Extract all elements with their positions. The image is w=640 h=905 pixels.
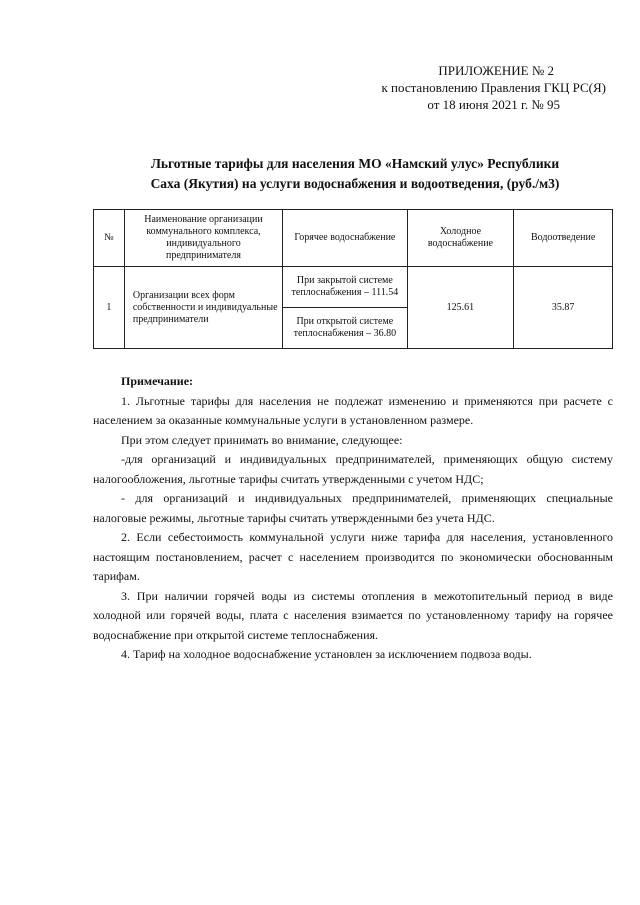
note-paragraph-6: 3. При наличии горячей воды из системы отопления в межотопительный период в виде холодной или горячей воды, плата с населения взимается по установленному тарифу на горячее водоснабжение при открытой системе теплоснабжения. — [93, 588, 613, 642]
cell-cold-water: 125.61 — [407, 267, 514, 349]
tariff-table — [93, 209, 613, 349]
note-paragraph-2: При этом следует принимать во внимание, следующее: — [121, 432, 403, 447]
notes-heading: Примечание: — [121, 374, 194, 388]
cell-num: 1 — [94, 267, 125, 349]
appendix-number: ПРИЛОЖЕНИЕ № 2 — [438, 63, 554, 78]
note-paragraph-1: 1. Льготные тарифы для населения не подлежат изменению и применяются при расчете с населением за оказанные коммунальные услуги в установленном размере. — [93, 393, 613, 427]
note-paragraph-5: 2. Если себестоимость коммунальной услуги ниже тарифа для населения, установленного настоящим постановлением, расчет с населением производится по экономически обоснованным тарифам. — [93, 530, 613, 583]
appendix-header — [276, 62, 606, 113]
appendix-resolution-ref: к постановлению Правления ГКЦ РС(Я) — [381, 80, 606, 95]
header-drainage: Водоотведение — [514, 210, 613, 267]
note-paragraph-4: - для организаций и индивидуальных предпринимателей, применяющих специальные налоговые режимы, льготные тарифы считать утвержденными без учета НДС. — [93, 491, 613, 525]
document-title-line1: Льготные тарифы для населения МО «Намский улус» Республики — [150, 156, 560, 171]
cell-hot-open-system: При открытой системе теплоснабжения – 36.80 — [283, 308, 408, 349]
header-organization: Наименование организации коммунального комплекса, индивидуального предпринимателя — [124, 210, 282, 267]
header-num: № — [94, 210, 125, 267]
table-header-row — [94, 210, 613, 267]
cell-drainage: 35.87 — [514, 267, 613, 349]
note-paragraph-3: -для организаций и индивидуальных предпринимателей, применяющих общую систему налогообложения, льготные тарифы считать утвержденными с учетом НДС; — [93, 452, 613, 486]
notes-section — [93, 372, 613, 665]
header-hot-water: Горячее водоснабжение — [283, 210, 408, 267]
table-row — [94, 267, 613, 308]
cell-hot-closed-system: При закрытой системе теплоснабжения – 111.54 — [283, 267, 408, 308]
header-cold-water: Холодное водоснабжение — [407, 210, 514, 267]
appendix-date: от 18 июня 2021 г. № 95 — [427, 97, 560, 112]
document-title — [90, 154, 620, 194]
cell-organization: Организации всех форм собственности и индивидуальные предприниматели — [124, 267, 282, 349]
note-paragraph-7: 4. Тариф на холодное водоснабжение установлен за исключением подвоза воды. — [121, 647, 532, 661]
document-title-line2: Саха (Якутия) на услуги водоснабжения и водоотведения, (руб./м3) — [150, 176, 560, 191]
